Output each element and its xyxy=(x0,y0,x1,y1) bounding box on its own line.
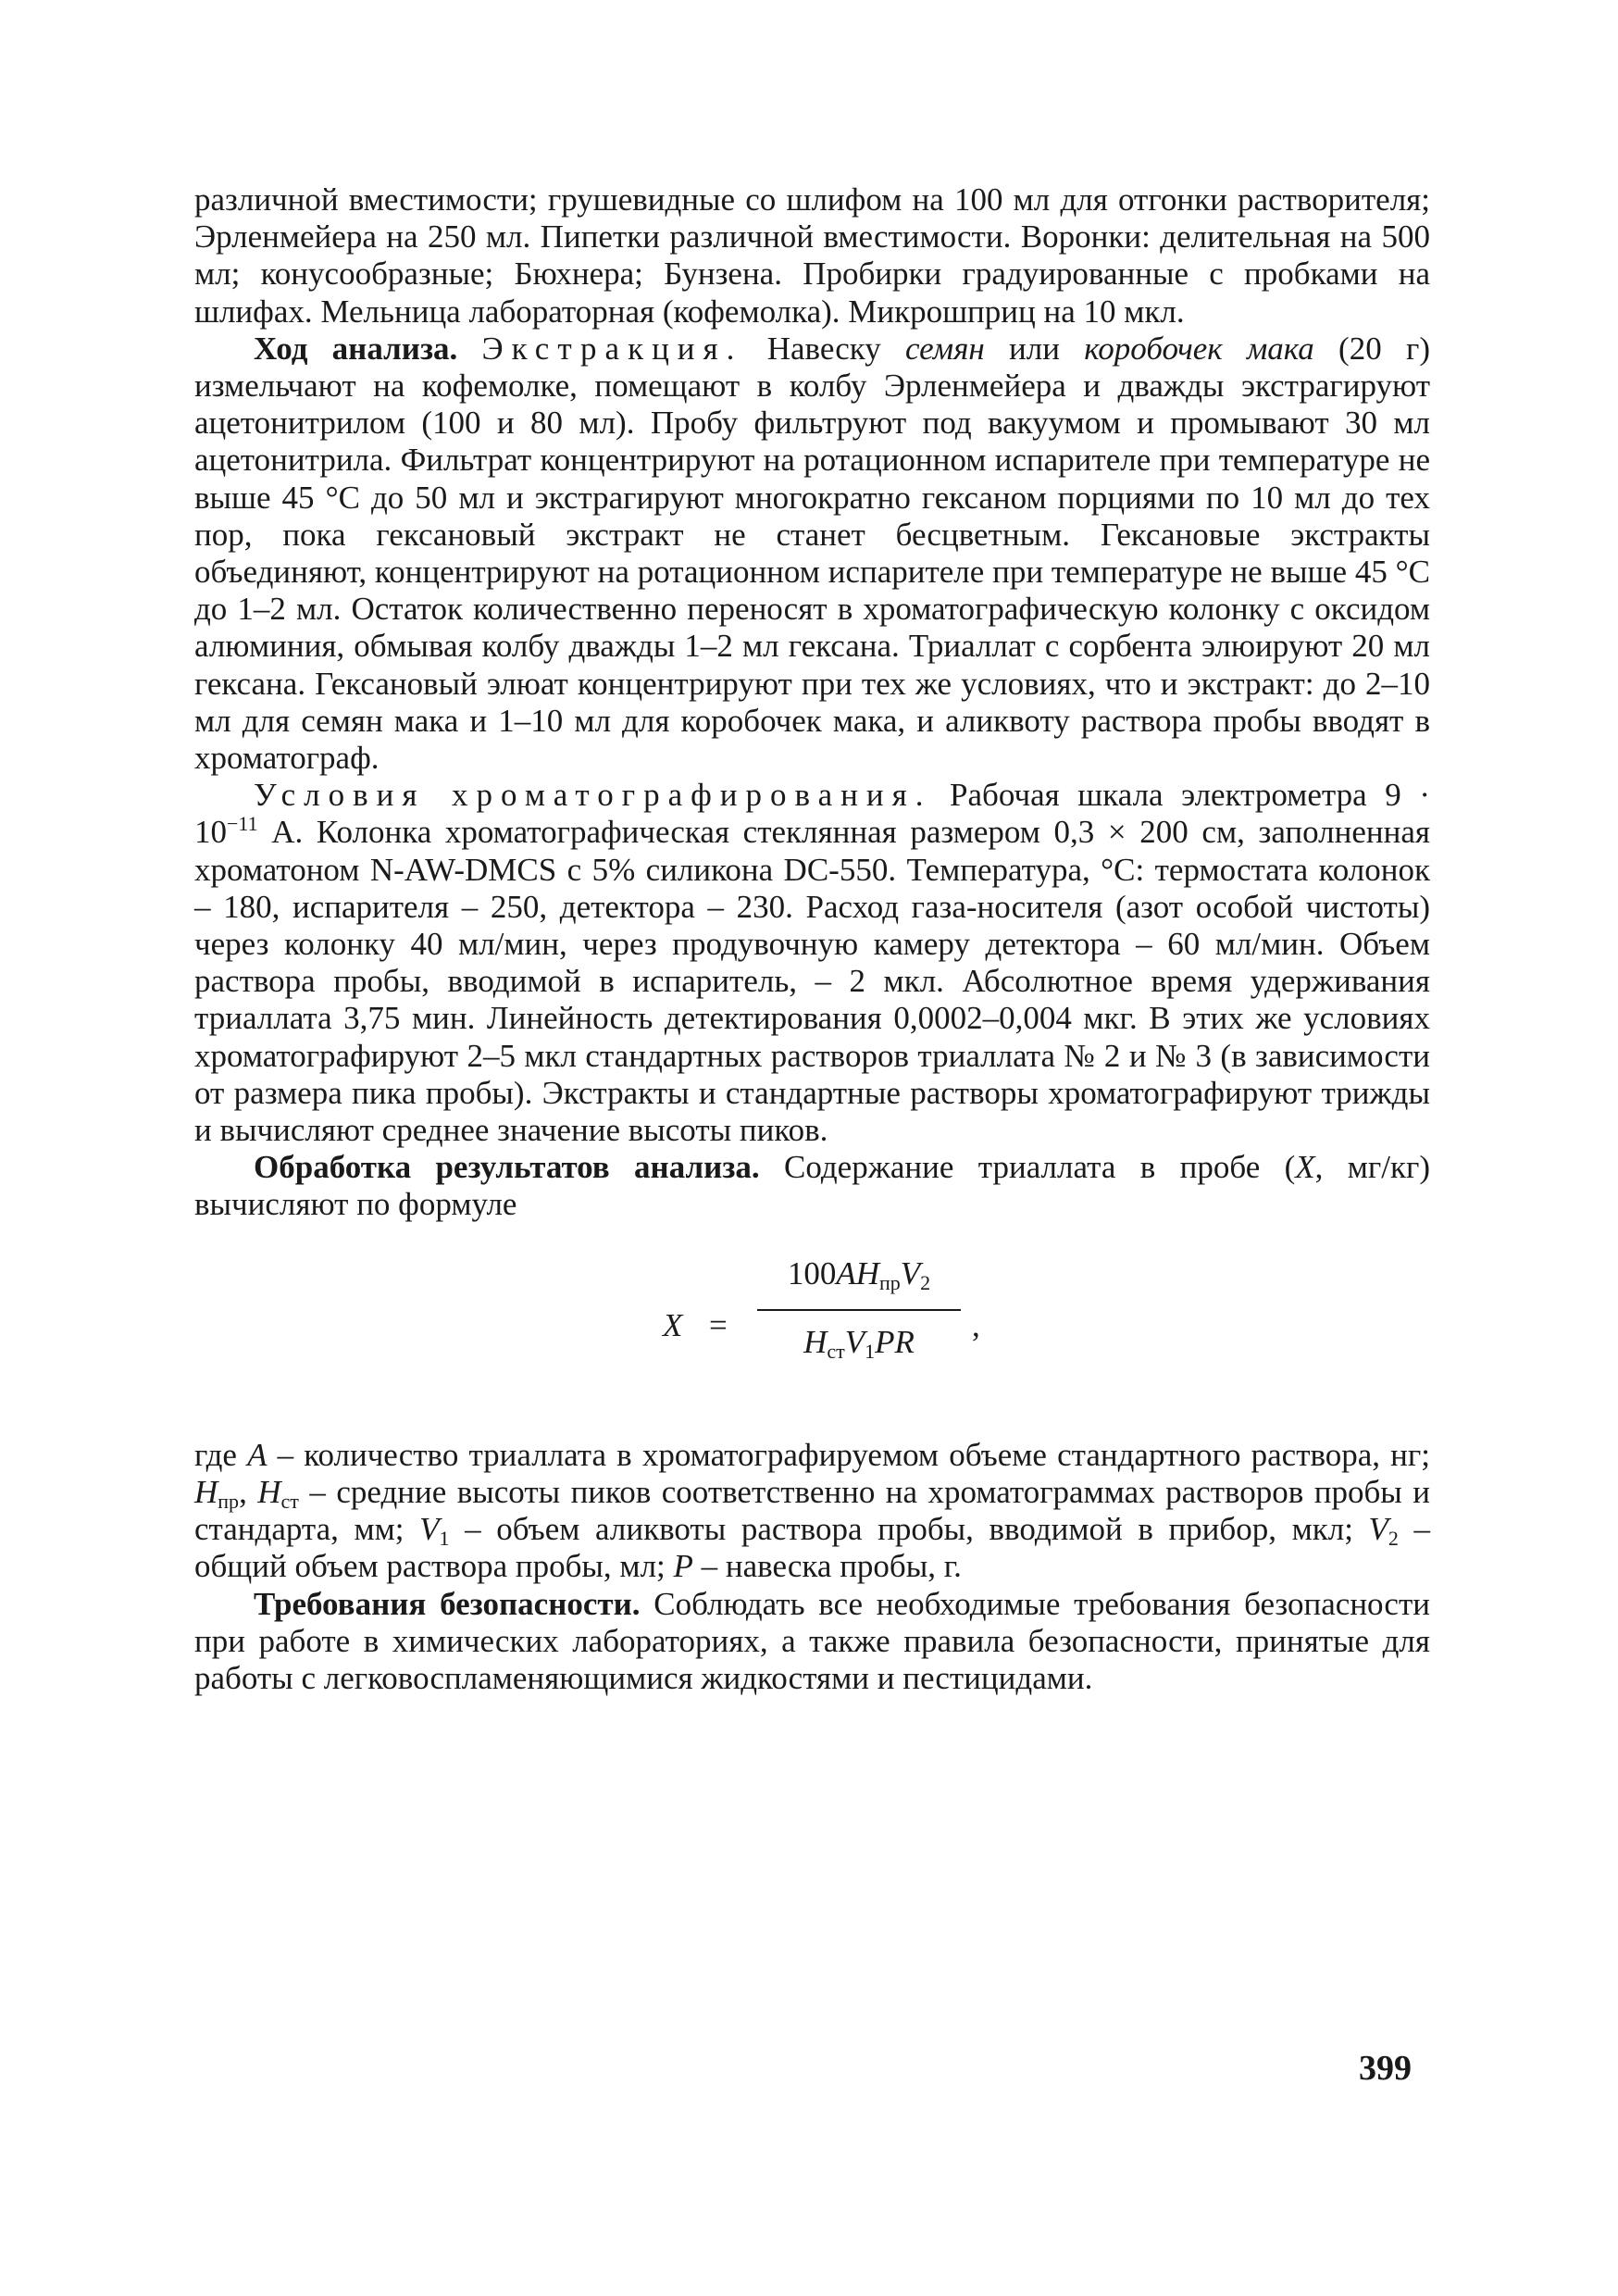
formula-num-v: V xyxy=(900,1254,921,1292)
subheading-extraction: Экстракция. xyxy=(481,330,743,367)
text-run: Рабочая шкала электрометра 9 · 10 xyxy=(194,777,1430,851)
text-run: Навеску xyxy=(766,330,906,367)
fraction-bar xyxy=(757,1309,961,1311)
paragraph-chromatography-conditions xyxy=(194,777,1430,1149)
text-run: – навеска пробы, г. xyxy=(692,1548,962,1585)
variable-p: P xyxy=(673,1548,693,1585)
section-heading-safety: Требования безопасности. xyxy=(254,1585,641,1622)
text-run: , xyxy=(239,1473,258,1510)
variable-a: A xyxy=(247,1436,268,1473)
subscript: пр xyxy=(218,1489,240,1513)
formula-num-ah: AH xyxy=(836,1254,879,1292)
text-run: – объем аликвоты раствора пробы, вводимой в прибор, мкл; xyxy=(449,1511,1369,1548)
subscript: ст xyxy=(280,1489,299,1513)
variable-v: V xyxy=(419,1511,440,1548)
text-run: А. Колонка хроматографическая стеклянная размером 0,3 × 200 см, заполненная хроматоном N-AW-DMCS с 5% силикона DC-550. Температура, °C: термостата колонок – 180, испарителя – 250, детектора – 230. Расход газа-носителя (азот особой чистоты) через колонку 40 мл/мин, через продувочную камеру детектора – 60 мл/мин. Объем раствора пробы, вводимой в испаритель, – 2 мкл. Абсолютное время удерживания триаллата 3,75 мин. Линейность детектирования 0,0002–0,004 мкг. В этих же условиях хроматографируют 2–5 мкл стандартных растворов триаллата № 2 и № 3 (в зависимости от размера пика пробы). Экстракты и стандартные растворы хроматографируют трижды и вычисляют среднее значение высоты пиков. xyxy=(194,814,1430,1149)
formula xyxy=(194,1237,1430,1422)
formula-den-h: H xyxy=(803,1323,828,1360)
exponent: −11 xyxy=(227,812,258,836)
formula-denominator xyxy=(757,1324,961,1361)
section-heading-results: Обработка результатов анализа. xyxy=(254,1149,760,1186)
variable-x: X xyxy=(1295,1149,1315,1186)
subscript: 2 xyxy=(1388,1527,1399,1551)
italic-term-poppy-capsules: коробочек мака xyxy=(1084,330,1314,367)
variable-v: V xyxy=(1368,1511,1388,1548)
formula-num-sub1: пр xyxy=(878,1270,901,1294)
paragraph-equipment: различной вместимости; грушевидные со шлифом на 100 мл для отгонки растворителя; Эрленмейера на 250 мл. Пипетки различной вместимости. Воронки: делительная на 500 мл; конусообразные; Бюхнера; Бунзена. Пробирки градуированные с пробками на шлифах. Мельница лабораторная (кофемолка). Микрошприц на 10 мкл. xyxy=(194,181,1430,330)
body-text xyxy=(194,181,1430,1697)
text-run: где xyxy=(194,1436,248,1473)
paragraph-definitions xyxy=(194,1437,1430,1586)
section-heading-analysis: Ход анализа. xyxy=(254,330,458,367)
formula-equals: = xyxy=(709,1306,728,1343)
variable-h: H xyxy=(194,1473,218,1510)
formula-den-pr: PR xyxy=(875,1323,915,1360)
text-run: Соблюдать все необходимые требования безопасности при работе в химических лабораториях, а также правила безопасности, принятые для работы с легковоспламеняющимися жидкостями и пестицидами. xyxy=(194,1585,1430,1696)
text-run: или xyxy=(984,330,1085,367)
text-run: (20 г) измельчают на кофемолке, помещают в колбу Эрленмейера и дважды экстрагируют ацетонитрилом (100 и 80 мл). Пробу фильтруют под вакуумом и промывают 30 мл ацетонитрила. Фильтрат концентрируют на ротационном испарителе при температуре не выше 45 °C до 50 мл и экстрагируют многократно гексаном порциями по 10 мл до тех пор, пока гексановый экстракт не станет бесцветным. Гексановые экстракты объединяют, концентрируют на ротационном испарителе при температуре не выше 45 °C до 1–2 мл. Остаток количественно переносят в хроматографическую колонку с оксидом алюминия, обмывая колбу дважды 1–2 мл гексана. Триаллат с сорбента элюируют 20 мл гексана. Гексановый элюат концентрируют при тех же условиях, что и экстракт: до 2–10 мл для семян мака и 1–10 мл для коробочек мака, и аликвоту раствора пробы вводят в хроматограф. xyxy=(194,330,1430,777)
formula-num-sub2: 2 xyxy=(920,1270,931,1294)
text-run: – количество триаллата в хроматографируемом объеме стандартного раствора, нг; xyxy=(267,1436,1430,1473)
formula-numerator xyxy=(757,1255,961,1298)
paragraph-results-processing xyxy=(194,1149,1430,1223)
formula-num-coefficient: 100 xyxy=(787,1254,837,1292)
formula-lhs: X xyxy=(663,1306,683,1343)
paragraph-safety xyxy=(194,1586,1430,1698)
subheading-chromatography: Условия хроматографирования. xyxy=(254,777,932,814)
formula-den-v: V xyxy=(844,1323,865,1360)
formula-comma: , xyxy=(972,1306,980,1343)
variable-h: H xyxy=(257,1473,281,1510)
formula-den-sub1: ст xyxy=(827,1339,845,1363)
formula-fraction xyxy=(757,1255,961,1361)
page-number: 399 xyxy=(1359,2049,1412,2088)
text-run: – средние высоты пиков соответственно на хроматограммах растворов пробы и стандарта, мм; xyxy=(194,1473,1430,1548)
formula-den-sub2: 1 xyxy=(865,1339,876,1363)
subscript: 1 xyxy=(439,1527,450,1551)
text-run: – общий объем раствора пробы, мл; xyxy=(194,1511,1431,1585)
text-run: , мг/кг) вычисляют по формуле xyxy=(194,1149,1430,1223)
italic-term-seeds: семян xyxy=(905,330,985,367)
text-run: Содержание триаллата в пробе ( xyxy=(759,1149,1296,1186)
paragraph-analysis-procedure xyxy=(194,331,1430,777)
